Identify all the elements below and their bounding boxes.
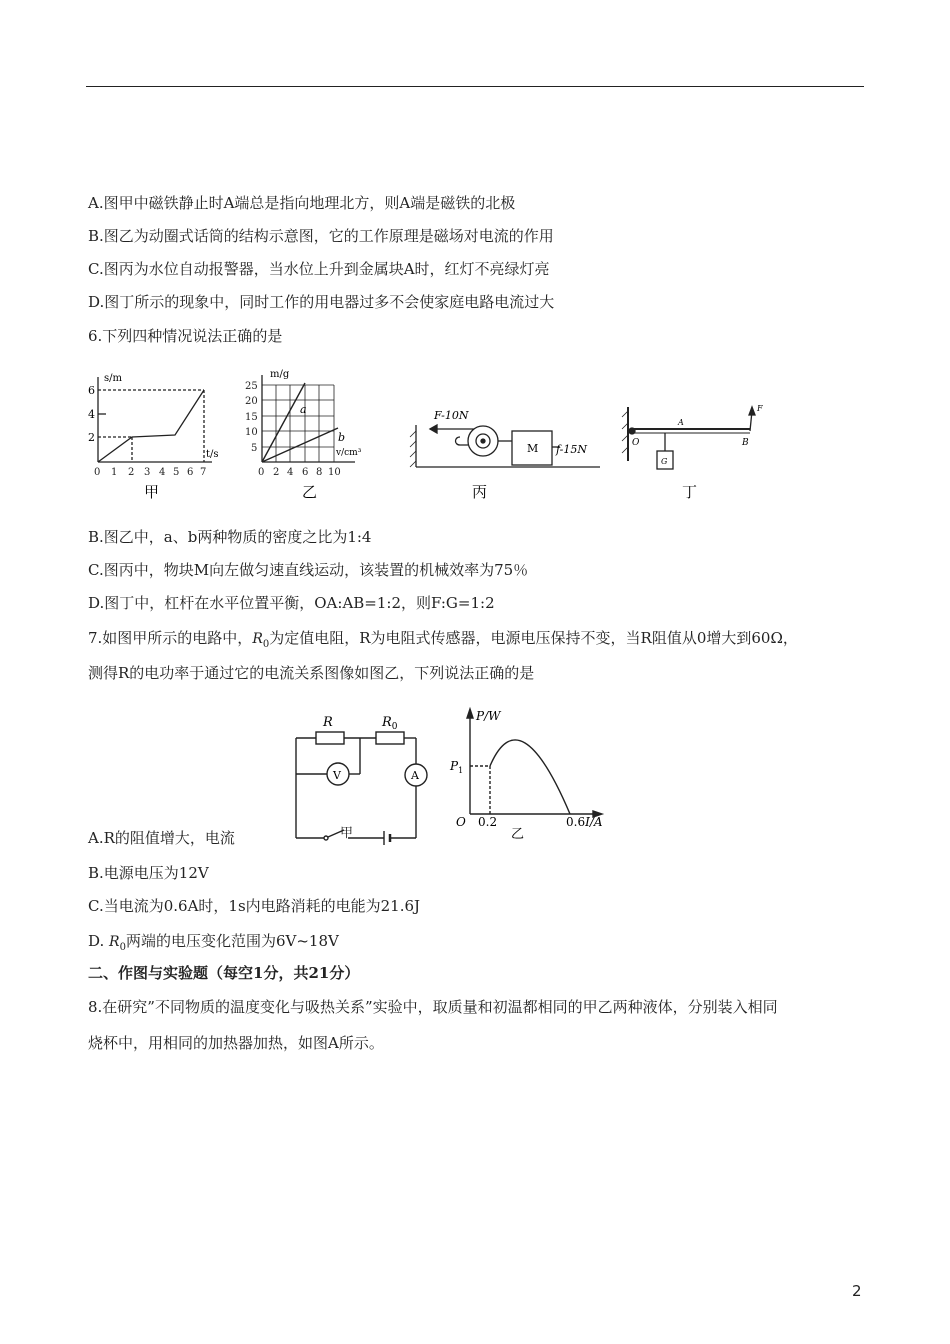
fig-label-ding: 丁 xyxy=(682,483,698,501)
graph-yi-series-a: a xyxy=(300,403,307,416)
circuit-r-label: R xyxy=(323,715,333,730)
lever-point-a: A xyxy=(678,418,684,427)
q7-option-b: B.电源电压为12V xyxy=(88,864,209,882)
fig-label-q7-yi: 乙 xyxy=(511,827,525,842)
graph-jia-xtick: 6 xyxy=(187,467,194,478)
q7-stem-line1 xyxy=(88,628,798,655)
pulley-friction: f-15N xyxy=(556,443,588,456)
voltmeter-label: V xyxy=(333,769,341,782)
fig-label-q7-jia: 甲 xyxy=(340,826,354,841)
q6-option-c: C.图丙中，物块M向左做匀速直线运动，该装置的机械效率为75％ xyxy=(88,561,529,579)
lever-force-f: F xyxy=(757,404,763,413)
r0-letter: R xyxy=(252,631,263,647)
graph-jia-xtick: 7 xyxy=(200,467,207,478)
q8-line1: 8.在研究”不同物质的温度变化与吸热关系”实验中，取质量和初温都相同的甲乙两种液体，分别装入相同 xyxy=(88,998,778,1016)
q7-figure xyxy=(280,700,620,845)
graph-yi-ytick: 15 xyxy=(245,412,258,423)
graph-jia-xtick: 2 xyxy=(128,467,135,478)
p1-subscript: 1 xyxy=(458,766,464,775)
ammeter-label: A xyxy=(411,769,419,782)
header-rule xyxy=(86,86,864,87)
q7-stem-line2: 测得R的电功率于通过它的电流关系图像如图乙，下列说法正确的是 xyxy=(88,664,535,682)
lever-point-o: O xyxy=(632,438,640,448)
power-graph-ylabel: P/W xyxy=(476,709,501,723)
graph-jia xyxy=(98,377,212,462)
pulley-force-f: F-10N xyxy=(434,409,469,422)
graph-yi-xlabel: v/cm³ xyxy=(336,448,362,458)
graph-jia-ytick: 4 xyxy=(88,408,95,421)
graph-jia-xtick: 1 xyxy=(111,467,118,478)
q7-stem-pre: 7.如图甲所示的电路中， xyxy=(88,629,253,647)
lever-point-b: B xyxy=(742,438,749,448)
circuit-r0-letter: R xyxy=(382,715,392,730)
p1-letter: P xyxy=(450,759,459,773)
pulley-block-m: M xyxy=(527,442,539,455)
r0-subscript-d: 0 xyxy=(119,941,126,953)
r0-letter-d: R xyxy=(109,934,120,950)
graph-yi-ytick: 5 xyxy=(251,443,258,454)
graph-jia-xlabel: t/s xyxy=(206,449,219,460)
q6-stem: 6.下列四种情况说法正确的是 xyxy=(88,327,283,345)
graph-yi-ylabel: m/g xyxy=(270,369,290,380)
graph-yi-xtick: 6 xyxy=(302,467,309,478)
circuit-diagram xyxy=(296,732,427,845)
q5-option-b: B.图乙为动圈式话筒的结构示意图，它的工作原理是磁场对电流的作用 xyxy=(88,227,554,245)
lever-figure xyxy=(622,407,755,469)
circuit-r0-label xyxy=(381,715,398,732)
q7-option-a: A.R的阻值增大，电流 xyxy=(88,829,235,847)
graph-jia-ylabel: s/m xyxy=(104,373,122,384)
fig-label-bing: 丙 xyxy=(472,483,488,501)
q7-stem-post: 为定值电阻，R为电阻式传感器，电源电压保持不变，当R阻值从0增大到60Ω， xyxy=(269,629,798,647)
graph-yi-ytick: 25 xyxy=(245,381,258,392)
section2-title: 二、作图与实验题（每空1分，共21分） xyxy=(88,964,360,982)
q7-option-d xyxy=(88,931,339,958)
fig-label-jia: 甲 xyxy=(144,483,160,501)
graph-jia-xtick: 4 xyxy=(159,467,166,478)
power-graph-origin: O xyxy=(456,815,466,829)
graph-yi-xtick: 2 xyxy=(273,467,280,478)
q7-option-d-prefix: D. xyxy=(88,932,110,950)
q5-option-c: C.图丙为水位自动报警器，当水位上升到金属块A时，红灯不亮绿灯亮 xyxy=(88,260,550,278)
q6-figure-row xyxy=(80,365,800,510)
power-graph-xlabel: I/A xyxy=(585,815,603,829)
power-graph xyxy=(467,709,602,817)
graph-yi-series-b: b xyxy=(338,431,346,444)
graph-yi-ytick: 20 xyxy=(245,396,258,407)
lever-weight-g: G xyxy=(661,457,668,466)
graph-yi-xtick: 8 xyxy=(316,467,323,478)
graph-yi-ytick: 10 xyxy=(245,427,258,438)
r0-symbol-d xyxy=(109,934,126,953)
power-graph-p1 xyxy=(449,759,463,775)
graph-jia-ytick: 6 xyxy=(88,384,95,397)
power-graph-x1: 0.2 xyxy=(478,815,498,829)
fig-label-yi: 乙 xyxy=(302,483,318,501)
q7-option-c: C.当电流为0.6A时，1s内电路消耗的电能为21.6J xyxy=(88,897,421,915)
graph-jia-xtick: 3 xyxy=(144,467,151,478)
graph-jia-ytick: 2 xyxy=(88,431,95,444)
circuit-r0-subscript: 0 xyxy=(391,722,398,732)
graph-jia-xtick: 0 xyxy=(94,467,101,478)
r0-subscript: 0 xyxy=(262,638,270,650)
q8-line2: 烧杯中，用相同的加热器加热，如图A所示。 xyxy=(88,1034,384,1052)
q5-option-d: D.图丁所示的现象中，同时工作的用电器过多不会使家庭电路电流过大 xyxy=(88,293,555,311)
page-number: 2 xyxy=(852,1282,862,1300)
graph-yi-xtick: 4 xyxy=(287,467,294,478)
q6-option-b: B.图乙中，a、b两种物质的密度之比为1:4 xyxy=(88,528,372,546)
power-graph-x2 xyxy=(566,815,603,829)
q6-option-d: D.图丁中，杠杆在水平位置平衡，OA:AB=1:2，则F:G=1:2 xyxy=(88,594,495,612)
x2-value: 0.6 xyxy=(566,815,586,829)
q7-option-d-text: 两端的电压变化范围为6V~18V xyxy=(125,932,339,950)
graph-yi-xtick: 10 xyxy=(328,467,341,478)
q5-option-a: A.图甲中磁铁静止时A端总是指向地理北方，则A端是磁铁的北极 xyxy=(88,194,516,212)
r0-symbol xyxy=(252,631,270,650)
graph-jia-xtick: 5 xyxy=(173,467,180,478)
graph-yi-xtick: 0 xyxy=(258,467,265,478)
